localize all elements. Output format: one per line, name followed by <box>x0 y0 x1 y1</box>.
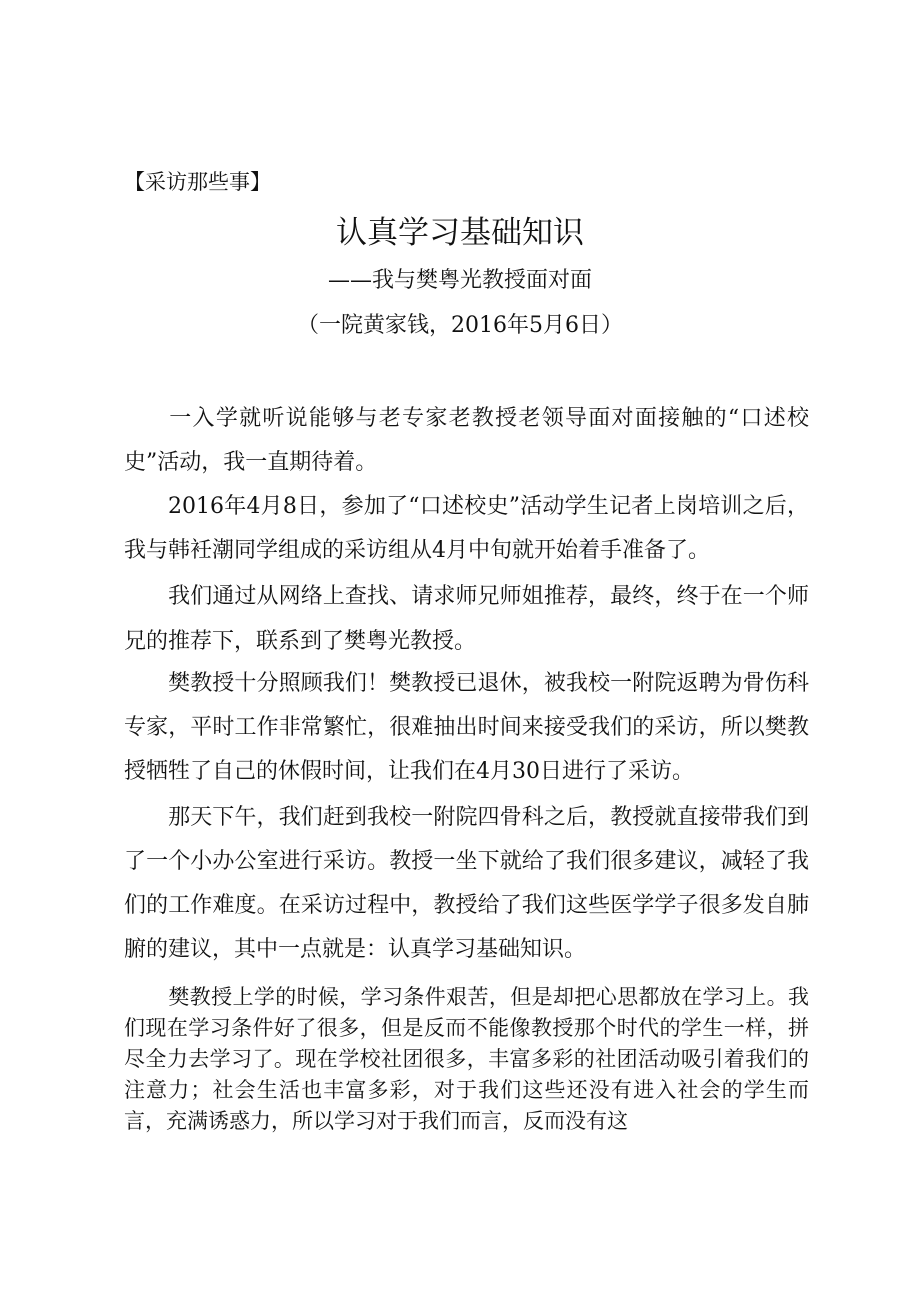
paragraph-text: 我们通过从网络上查找、请求师兄师姐推荐，最终，终于在一个师兄的推荐下，联系到了樊粤光教授。 <box>124 584 809 654</box>
paragraph-6 <box>124 982 809 1137</box>
author-date-line: （一院黄家钱，2016年5月6日） <box>297 313 623 338</box>
paragraph-1 <box>124 397 809 485</box>
paragraph-text: 樊教授上学的时候，学习条件艰苦，但是却把心思都放在学习上。我们现在学习条件好了很多，但是反而不能像教授那个时代的学生一样，拼尽全力去学习了。现在学校社团很多，丰富多彩的社团活动吸引着我们的注意力；社会生活也丰富多彩，对于我们这些还没有进入社会的学生而言，充满诱惑力，所以学习对于我们而言，反而没有这 <box>124 985 809 1133</box>
column-tag: 【采访那些事】 <box>124 170 271 194</box>
paragraph-2 <box>124 485 809 573</box>
paragraph-text: 2016年4月8日，参加了“口述校史”活动学生记者上岗培训之后，我与韩衽潮同学组成的采访组从4月中旬就开始着手准备了。 <box>124 494 809 563</box>
paragraph-text: 樊教授十分照顾我们！樊教授已退休，被我校一附院返聘为骨伤科专家，平时工作非常繁忙，很难抽出时间来接受我们的采访，所以樊教授牺牲了自己的休假时间，让我们在4月30日进行了采访。 <box>124 671 809 784</box>
article-subtitle: ——我与樊粤光教授面对面 <box>327 268 592 293</box>
paragraph-5 <box>124 796 809 972</box>
paragraph-3 <box>124 574 809 664</box>
paragraph-text: 一入学就听说能够与老专家老教授老领导面对面接触的“口述校史”活动，我一直期待着。 <box>124 406 809 475</box>
paragraph-4 <box>124 662 809 794</box>
article-title: 认真学习基础知识 <box>336 215 584 251</box>
paragraph-text: 那天下午，我们赶到我校一附院四骨科之后，教授就直接带我们到了一个小办公室进行采访。教授一坐下就给了我们很多建议，减轻了我们的工作难度。在采访过程中，教授给了我们这些医学学子很多发自肺腑的建议，其中一点就是：认真学习基础知识。 <box>124 805 809 962</box>
